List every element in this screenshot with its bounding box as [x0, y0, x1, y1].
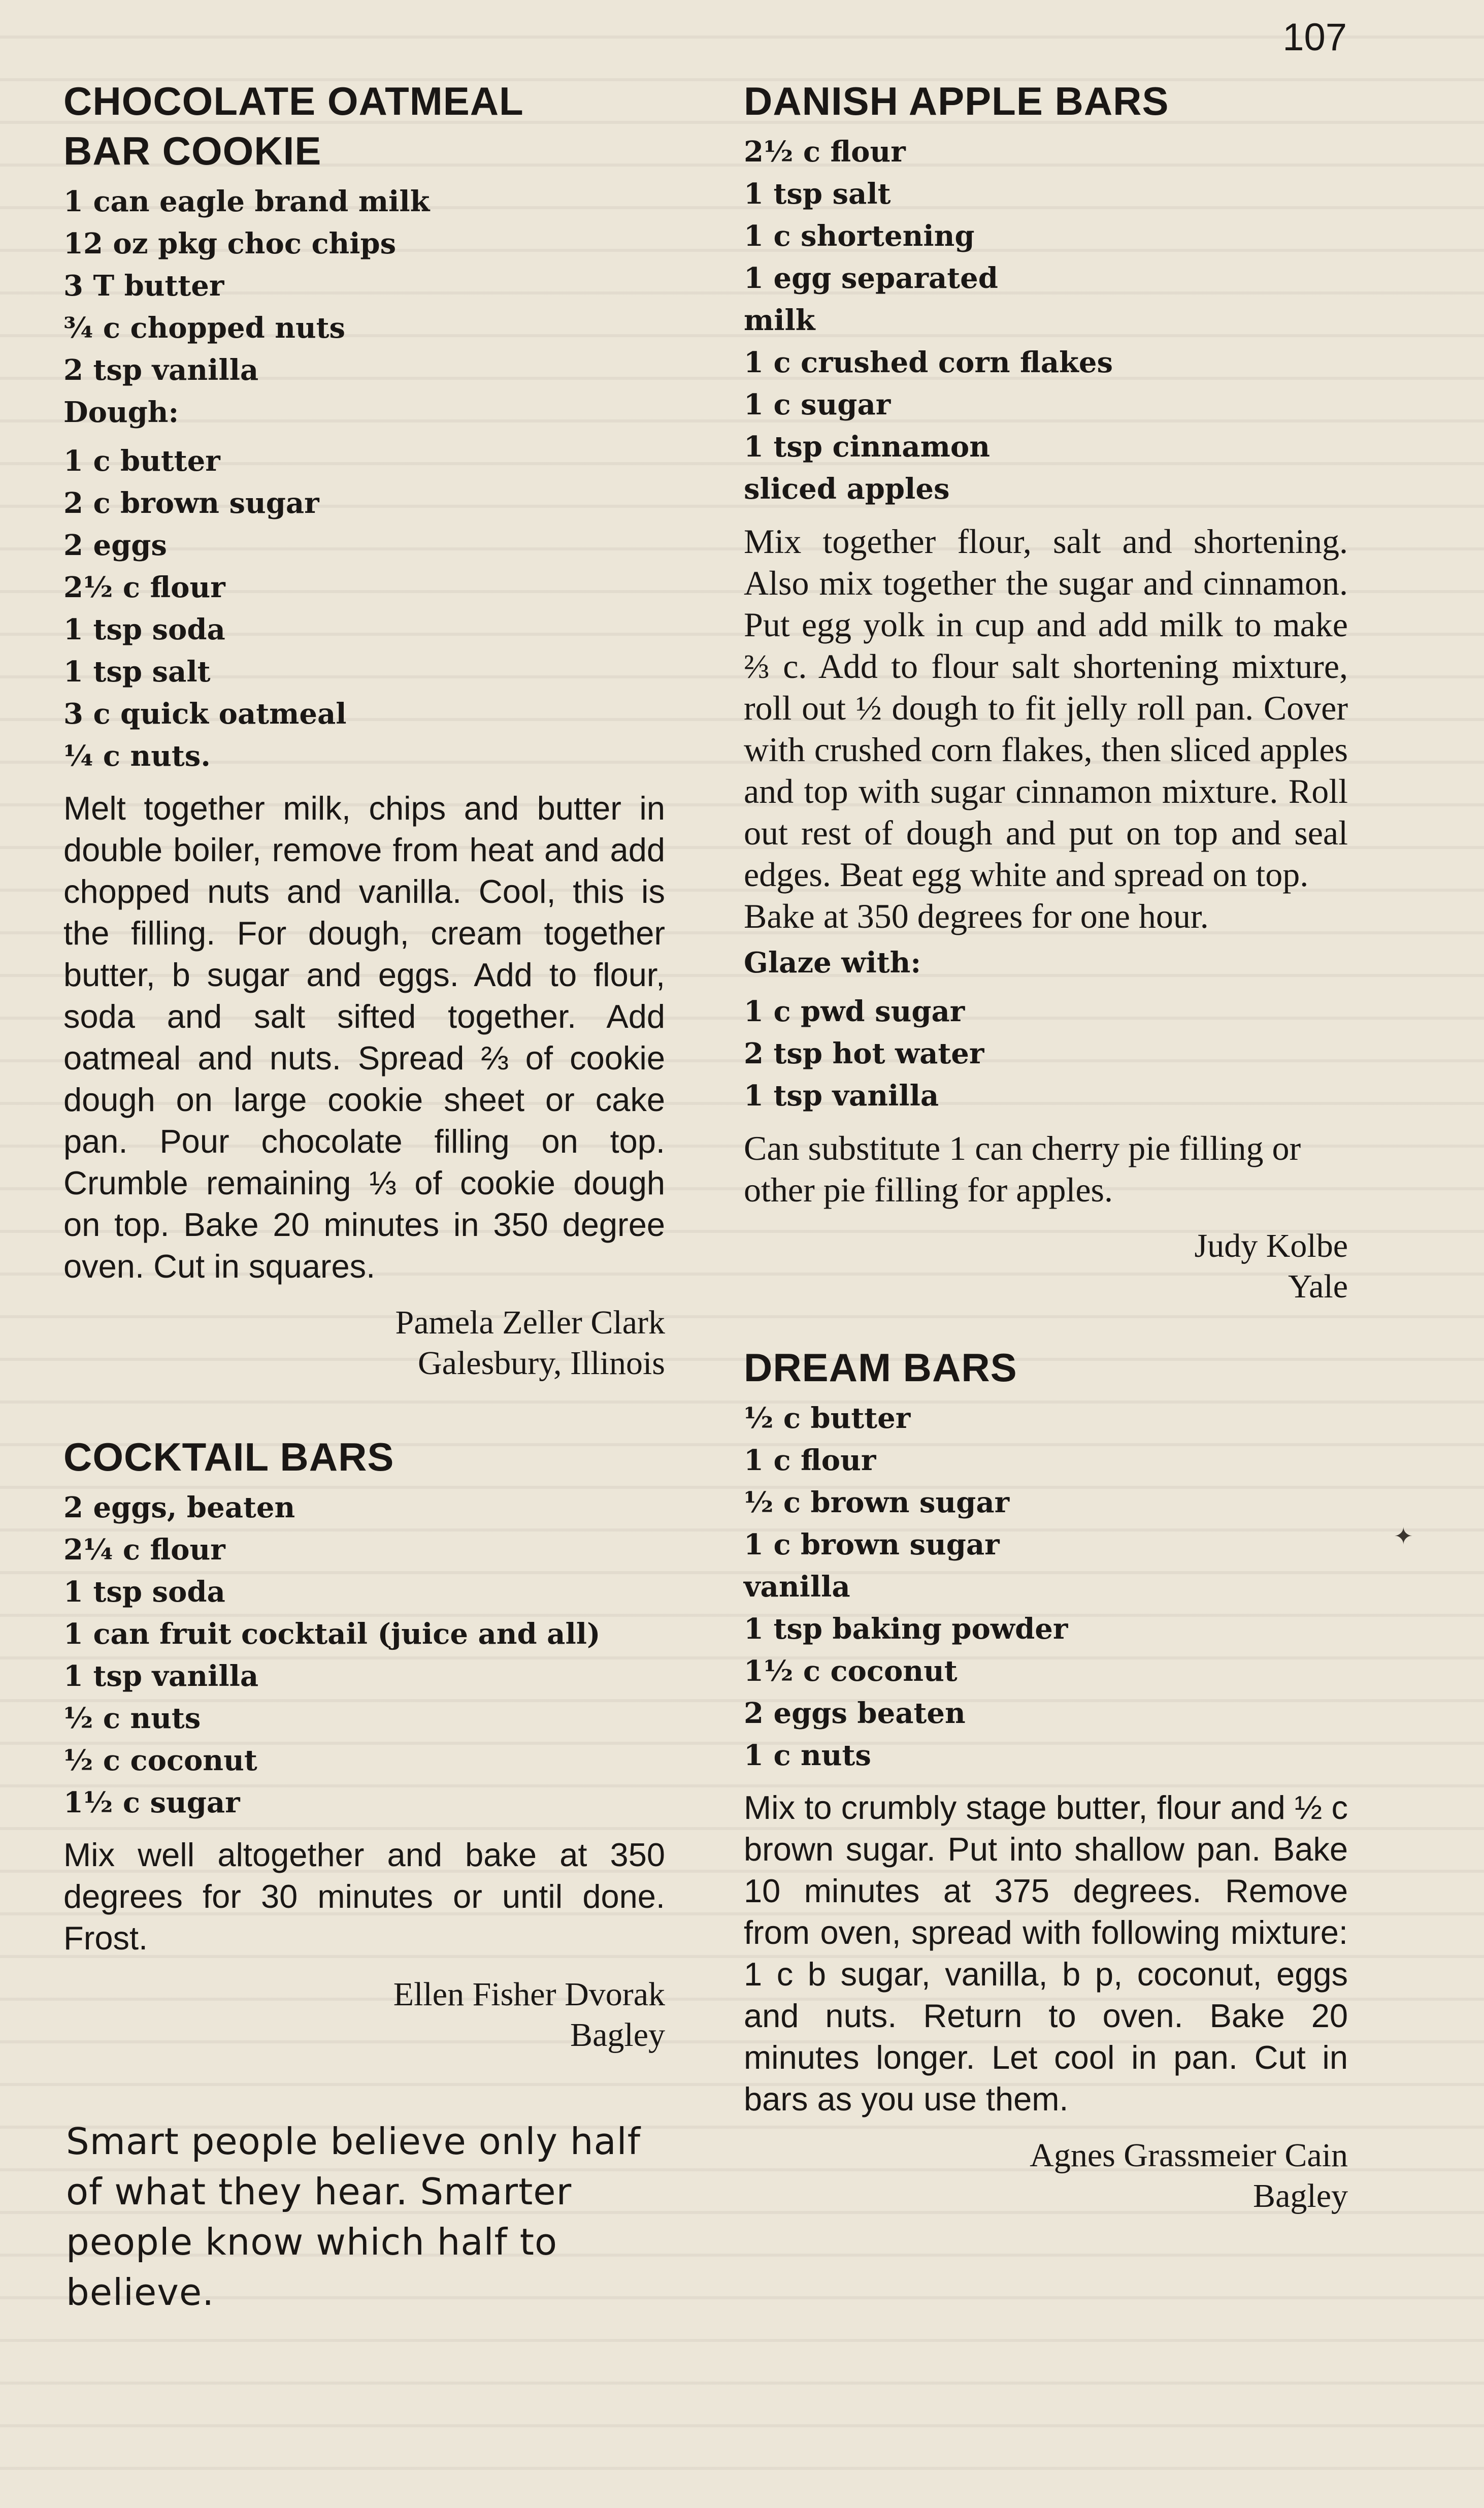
ingredient: 2¼ c flour: [63, 1533, 225, 1567]
directions: Mix well altogether and bake at 350 degrees for 30 minutes or until done. Frost.: [63, 1836, 665, 1957]
ingredient: 1 egg separated: [744, 262, 998, 295]
ingredient: 1 can eagle brand milk: [63, 185, 430, 218]
stray-mark-icon: ✦: [1394, 1522, 1413, 1550]
ingredient: 1 c brown sugar: [744, 1528, 1000, 1561]
contributor-place: Bagley: [570, 2016, 665, 2054]
ingredient: 1 tsp vanilla: [744, 1079, 939, 1113]
right-column: [744, 76, 1348, 2217]
ingredient: 1 tsp cinnamon: [744, 430, 990, 464]
ingredient: 1½ c coconut: [744, 1654, 958, 1688]
ingredient: vanilla: [744, 1570, 850, 1604]
ingredient: 3 T butter: [63, 269, 224, 303]
ingredient: 2 tsp hot water: [744, 1037, 984, 1070]
ingredient: 1 tsp soda: [63, 1575, 225, 1609]
filling-ingredient-list: [63, 181, 665, 392]
directions: Mix together flour, salt and shortening. Also mix together the sugar and cinnamon. Put egg yolk in cup and add milk to make ⅔ c. Add to flour salt shortening mixture, roll out ½ dough to fit jelly roll pan. Cover with crushed corn flakes, then sliced apples and top with sugar cinnamon mixture. Roll out rest of dough and put on top and seal edges. Beat egg white and spread on top.: [744, 522, 1348, 894]
ingredient: ½ c butter: [744, 1402, 911, 1435]
ingredient: ½ c brown sugar: [744, 1486, 1010, 1519]
substitute-note: Can substitute 1 can cherry pie filling or other pie filling for apples.: [744, 1129, 1301, 1209]
ingredient: 2½ c flour: [63, 571, 225, 604]
ingredient: 1½ c sugar: [63, 1786, 240, 1819]
ingredient: 2 eggs, beaten: [63, 1491, 295, 1524]
recipe-cocktail-bars: [63, 1432, 665, 2056]
ingredient: 1 c flour: [744, 1444, 876, 1477]
contributor-name: Pamela Zeller Clark: [395, 1304, 665, 1341]
contributor: [744, 1226, 1348, 1307]
recipe-dream-bars: [744, 1343, 1348, 2217]
ingredient: 2½ c flour: [744, 135, 906, 169]
ingredient: 1 can fruit cocktail (juice and all): [63, 1617, 601, 1651]
recipe-title: DANISH APPLE BARS: [744, 79, 1169, 123]
ingredient: 3 c quick oatmeal: [63, 697, 347, 731]
ingredient: 1 tsp soda: [63, 613, 225, 646]
ingredient: 1 c crushed corn flakes: [744, 346, 1113, 379]
contributor: [744, 2135, 1348, 2217]
bake-note: Bake at 350 degrees for one hour.: [744, 897, 1209, 935]
contributor-name: Ellen Fisher Dvorak: [393, 1976, 665, 2013]
ingredient: 1 c butter: [63, 444, 220, 478]
dough-ingredient-list: [63, 440, 665, 777]
contributor: [63, 1302, 665, 1384]
recipe-title-line-2: BAR COOKIE: [63, 128, 322, 173]
page-number: 107: [1282, 16, 1347, 59]
ingredient: 2 eggs: [63, 529, 167, 562]
ingredient: 1 c pwd sugar: [744, 995, 965, 1028]
contributor-place: Yale: [1288, 1268, 1348, 1305]
left-column: [63, 76, 665, 2354]
ingredient: 1 c shortening: [744, 219, 975, 253]
contributor-place: Galesbury, Illinois: [418, 1345, 665, 1382]
ingredient: milk: [744, 304, 815, 337]
ingredient: 1 tsp vanilla: [63, 1659, 259, 1693]
ingredient: 12 oz pkg choc chips: [63, 227, 397, 260]
ingredient: 1 tsp salt: [63, 655, 211, 689]
ingredient-list: [63, 1487, 665, 1824]
ingredient: 1 tsp salt: [744, 177, 891, 211]
glaze-label: Glaze with:: [744, 946, 921, 980]
contributor: [63, 1974, 665, 2056]
ingredient: 2 tsp vanilla: [63, 353, 259, 387]
recipe-chocolate-oatmeal: [63, 76, 665, 1384]
ingredient: 1 tsp baking powder: [744, 1612, 1068, 1646]
ingredient: ¼ c nuts.: [63, 739, 211, 773]
recipe-title: [63, 76, 665, 176]
recipe-title: COCKTAIL BARS: [63, 1435, 394, 1479]
dough-label: Dough:: [63, 396, 179, 429]
filler-quote: Smart people believe only half of what they hear. Smarter people know which half to believe.: [66, 2120, 641, 2314]
ingredient: 1 c nuts: [744, 1739, 871, 1772]
directions: Melt together milk, chips and butter in double boiler, remove from heat and add chopped nuts and vanilla. Cool, this is the filling. For dough, cream together butter, b sugar and eggs. Add to flour, soda and salt sifted together. Add oatmeal and nuts. Spread ⅔ of cookie dough on large cookie sheet or cake pan. Pour chocolate filling on top. Crumble remaining ⅓ of cookie dough on top. Bake 20 minutes in 350 degree oven. Cut in squares.: [63, 790, 665, 1285]
ingredient: ½ c nuts: [63, 1702, 201, 1735]
ingredient: ¾ c chopped nuts: [63, 311, 346, 345]
recipe-title: DREAM BARS: [744, 1345, 1017, 1390]
recipe-title-line-1: CHOCOLATE OATMEAL: [63, 79, 524, 123]
ingredient: ½ c coconut: [63, 1744, 257, 1777]
ingredient: sliced apples: [744, 472, 950, 506]
contributor-name: Judy Kolbe: [1194, 1227, 1348, 1264]
glaze-ingredient-list: [744, 991, 1348, 1117]
contributor-place: Bagley: [1253, 2177, 1348, 2214]
ingredient: 2 c brown sugar: [63, 486, 319, 520]
contributor-name: Agnes Grassmeier Cain: [1030, 2137, 1348, 2174]
directions: Mix to crumbly stage butter, flour and ½ c brown sugar. Put into shallow pan. Bake 10 minutes at 375 degrees. Remove from oven, spread with following mixture: 1 c b sugar, vanilla, b p, coconut, eggs and nuts. Return to oven. Bake 20 minutes longer. Let cool in pan. Cut in bars as you use them.: [744, 1789, 1348, 2118]
recipe-danish-apple-bars: [744, 76, 1348, 1307]
ingredient: 2 eggs beaten: [744, 1697, 966, 1730]
ingredient-list: [744, 131, 1348, 510]
ingredient: 1 c sugar: [744, 388, 891, 421]
ingredient-list: [744, 1397, 1348, 1777]
